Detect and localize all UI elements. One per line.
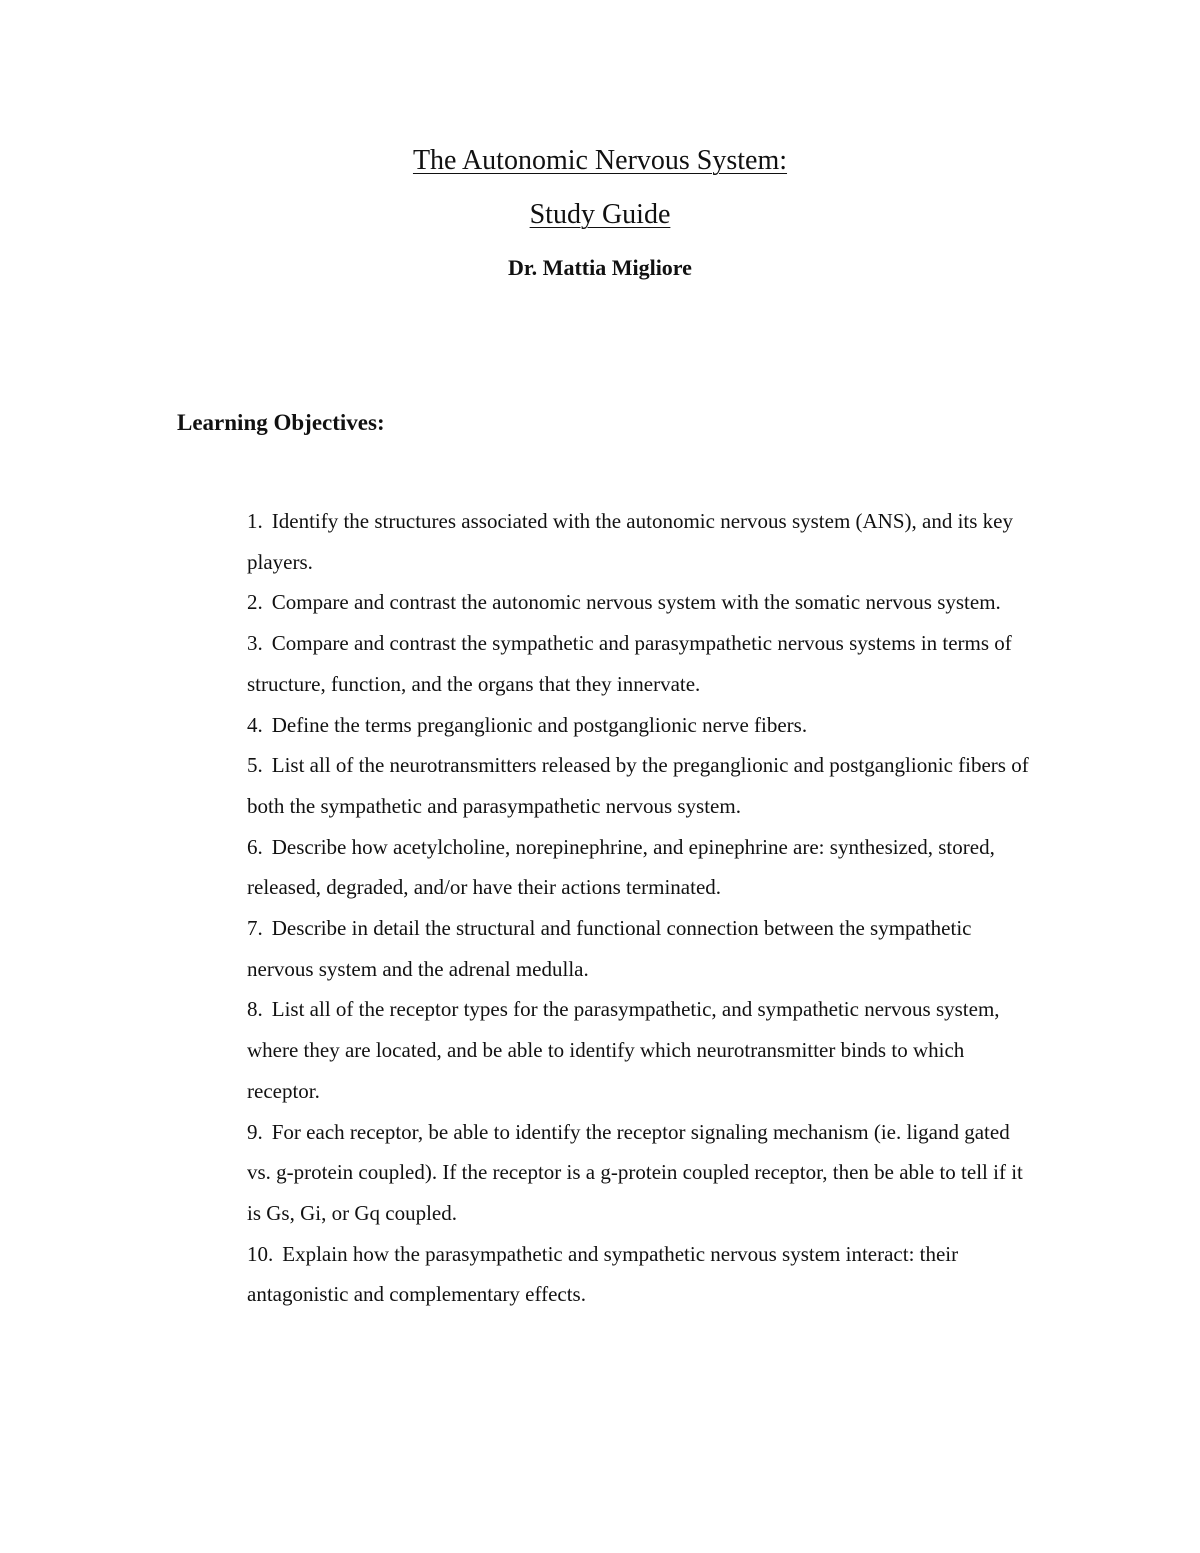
objective-text: For each receptor, be able to identify the receptor signaling mechanism (ie. ligand gated vs. g-protein coupled). If the receptor is a g-protein coupled receptor, then be able to tell if it is Gs, Gi, or Gq coupled. [247,1119,1023,1225]
objective-number: 9. [247,1119,263,1144]
objective-item [247,908,1037,989]
document-author: Dr. Mattia Migliore [508,255,692,280]
objective-number: 3. [247,631,263,656]
objective-text: Compare and contrast the sympathetic and parasympathetic nervous systems in terms of structure, function, and the organs that they innervate. [247,631,1012,696]
objective-number: 5. [247,753,263,778]
objective-number: 1. [247,509,263,533]
objective-text: Describe in detail the structural and functional connection between the sympathetic nervous system and the adrenal medulla. [247,916,972,981]
objective-item [247,989,1037,1111]
objective-number: 4. [247,712,263,737]
objective-text: Compare and contrast the autonomic nervous system with the somatic nervous system. [271,590,1001,615]
objective-number: 10. [247,1241,274,1266]
section-heading-learning-objectives: Learning Objectives: [177,410,385,435]
objective-text: Explain how the parasympathetic and sympathetic nervous system interact: their antagonistic and complementary effects. [247,1241,959,1307]
objective-item [247,623,1037,704]
objective-number: 7. [247,916,263,941]
objective-item [247,1112,1037,1234]
objective-number: 2. [247,590,263,615]
objective-text: Define the terms preganglionic and postganglionic nerve fibers. [271,712,808,737]
document-title: The Autonomic Nervous System: [412,145,788,176]
objective-text: Describe how acetylcholine, norepinephrine, and epinephrine are: synthesized, stored, released, degraded, and/or have their actions terminated. [247,834,995,900]
objectives-list [247,501,1037,1315]
objective-item [247,827,1037,908]
objective-text: List all of the receptor types for the parasympathetic, and sympathetic nervous system, where they are located, and be able to identify which neurotransmitter binds to which receptor. [247,997,1000,1103]
objective-item [247,705,1037,746]
objective-number: 6. [247,834,263,859]
objective-number: 8. [247,997,263,1022]
document-subtitle: Study Guide [529,199,671,230]
objective-item [247,1234,1037,1315]
objective-text: List all of the neurotransmitters released by the preganglionic and postganglionic fibers of both the sympathetic and parasympathetic nervous system. [247,753,1029,818]
objective-text: Identify the structures associated with the autonomic nervous system (ANS), and its key players. [247,509,1014,574]
objective-item [247,582,1037,623]
objective-item [247,501,1037,582]
objective-item [247,745,1037,826]
